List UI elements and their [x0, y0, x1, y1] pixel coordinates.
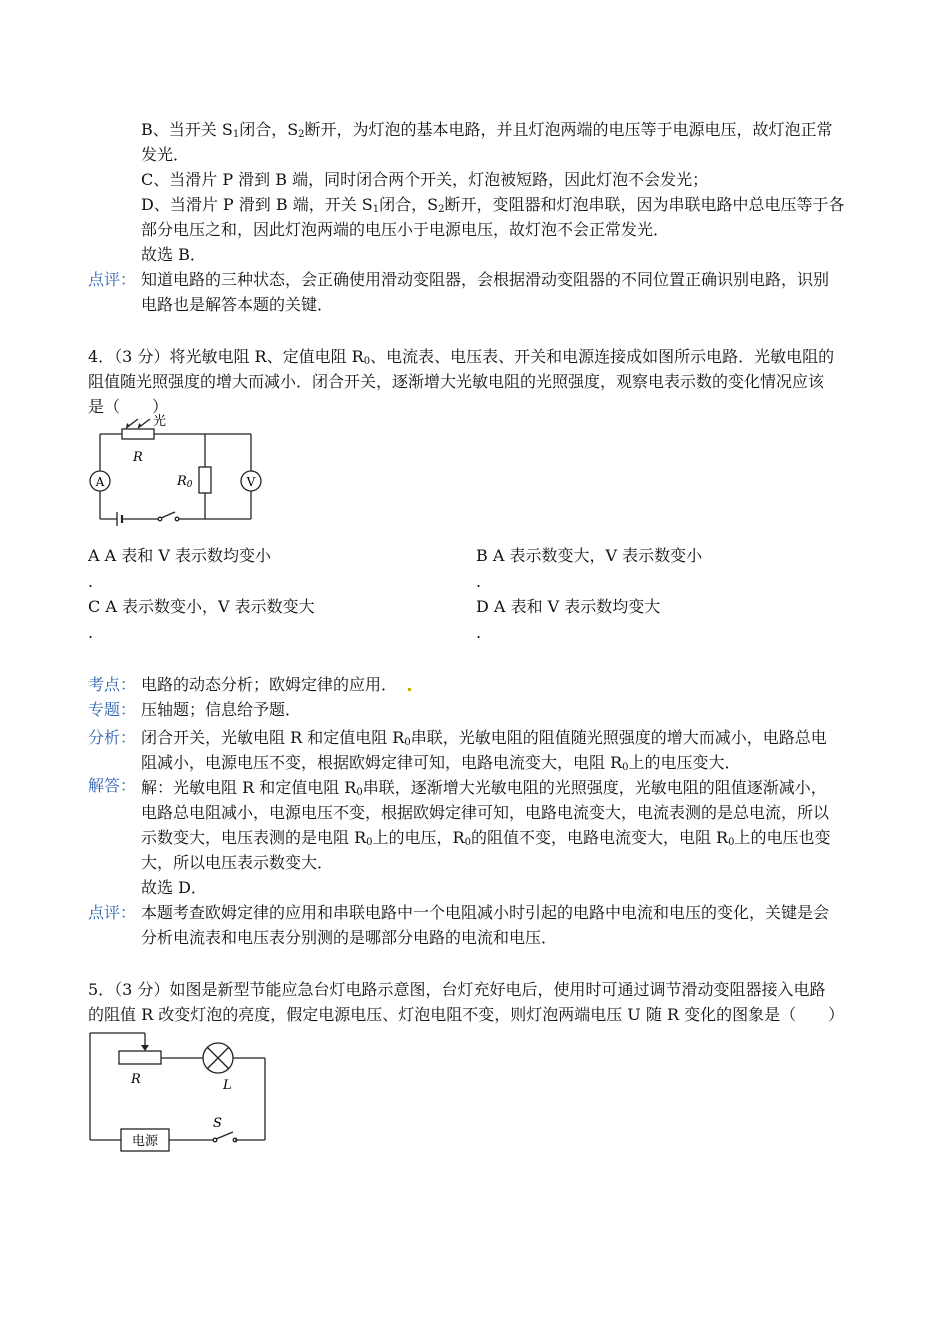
q4-option-a[interactable]: A A 表和 V 表示数均变小 [88, 546, 272, 565]
prev-option-b-line2: 发光． [141, 145, 190, 164]
q4-photoresistor-body [122, 429, 154, 439]
q4-fenxi-line1: 闭合开关，光敏电阻 R 和定值电阻 $R_0$串联，光敏电阻的阻值随光照强度的增大而减小，电路总电 [141, 728, 827, 748]
q4-switch-lever [161, 512, 175, 518]
prev-choice: 故选 B． [141, 245, 206, 264]
q4-fenxi-line2: 阻减小，电源电压不变，根据欧姆定律可知，电路电流变大，电阻 $R_0$上的电压变大． [141, 753, 741, 773]
q4-option-c[interactable]: C A 表示数变小，V 表示数变大 [88, 597, 315, 616]
q4-stem-line2: 阻值随光照强度的增大而减小．闭合开关，逐渐增大光敏电阻的光照强度，观察电表示数的变化情况应该 [88, 372, 825, 391]
q4-jieda-line2: 电路总电阻减小，电源电压不变，根据欧姆定律可知，电路电流变大，电流表测的是总电流，所以 [141, 803, 830, 822]
q4-option-b[interactable]: B A 表示数变大，V 表示数变小 [476, 546, 703, 565]
q4-option-d[interactable]: D A 表和 V 表示数均变大 [476, 597, 661, 616]
q5-s-label: S [213, 1116, 222, 1131]
q4-r0-label: R0 [177, 474, 193, 490]
q4-stem-line1: 4．（3 分）将光敏电阻 R、定值电阻 $R_0$、电流表、电压表、开关和电源连接成如图所示电路．光敏电阻的 [88, 347, 835, 367]
q5-slider-arrow [141, 1045, 149, 1051]
q5-r-label: R [131, 1072, 141, 1087]
q5-stem-line1: 5．（3 分）如图是新型节能应急台灯电路示意图，台灯充好电后，使用时可通过调节滑动变阻器接入电路 [88, 980, 826, 999]
q4-switch-contact-right [175, 517, 179, 521]
prev-comment-line1: 知道电路的三种状态，会正确使用滑动变阻器，会根据滑动变阻器的不同位置正确识别电路，识别 [141, 270, 830, 289]
q5-rheostat-body [119, 1051, 161, 1064]
q4-circuit-diagram [80, 415, 280, 530]
q4-marker-dot [408, 688, 411, 691]
q5-switch-lever [216, 1132, 233, 1139]
q4-fenxi-label: 分析： [88, 728, 137, 747]
q5-power-source-label: 电源 [131, 1134, 159, 1149]
q4-comment-line1: 本题考查欧姆定律的应用和串联电路中一个电阻减小时引起的电路中电流和电压的变化，关键是会 [141, 903, 830, 922]
q4-option-c-dot: . [88, 623, 94, 642]
q4-kaodian-label: 考点： [88, 675, 137, 694]
q4-light-label: 光 [153, 414, 167, 429]
prev-option-b-line1: B、当开关 $S_1$闭合，$S_2$断开，为灯泡的基本电路，并且灯泡两端的电压等于电源电压，故灯泡正常 [141, 120, 833, 140]
q4-jieda-line1: 解：光敏电阻 R 和定值电阻 $R_0$串联，逐渐增大光敏电阻的光照强度，光敏电阻的阻值逐渐减小， [141, 778, 827, 798]
q4-comment-line2: 分析电流表和电压表分别测的是哪部分电路的电流和电压． [141, 928, 558, 947]
q4-option-d-dot: . [476, 623, 482, 642]
q4-choice: 故选 D． [141, 878, 207, 897]
q4-comment-label: 点评： [88, 903, 137, 922]
q4-zhuanti-label: 专题： [88, 700, 137, 719]
q4-ammeter-label: A [95, 475, 105, 489]
q4-jieda-line3: 示数变大，电压表测的是电阻 $R_0$上的电压，$R_0$的阻值不变，电路电流变大，电阻 $R_0$上的电压也变 [141, 828, 831, 848]
prev-option-c: C、当滑片 P 滑到 B 端，同时闭合两个开关，灯泡被短路，因此灯泡不会发光； [141, 170, 709, 189]
q5-circuit-diagram [85, 1025, 275, 1155]
q4-option-b-dot: . [476, 572, 482, 591]
q4-r-label: R [133, 450, 143, 465]
q4-voltmeter-label: V [246, 475, 256, 489]
q5-stem-line2: 的阻值 R 改变灯泡的亮度，假定电源电压、灯泡电阻不变，则灯泡两端电压 U 随 R 变化的图象是（ ） [88, 1005, 845, 1024]
prev-comment-line2: 电路也是解答本题的关键． [141, 295, 334, 314]
q4-kaodian: 电路的动态分析；欧姆定律的应用． [141, 675, 398, 694]
q4-zhuanti: 压轴题；信息给予题． [141, 700, 302, 719]
prev-option-d-line1: D、当滑片 P 滑到 B 端，开关 $S_1$闭合，$S_2$断开，变阻器和灯泡串联，因为串联电路中总电压等于各 [141, 195, 845, 215]
q4-stem-line3: 是（ ） [88, 397, 169, 416]
q4-jieda-line4: 大，所以电压表示数变大． [141, 853, 334, 872]
q4-option-a-dot: . [88, 572, 94, 591]
prev-comment-label: 点评： [88, 270, 137, 289]
prev-option-d-line2: 部分电压之和，因此灯泡两端的电压小于电源电压，故灯泡不会正常发光． [141, 220, 670, 239]
q4-r0-body [199, 467, 211, 493]
q5-l-label: L [223, 1078, 232, 1093]
q4-jieda-label: 解答： [88, 776, 137, 795]
